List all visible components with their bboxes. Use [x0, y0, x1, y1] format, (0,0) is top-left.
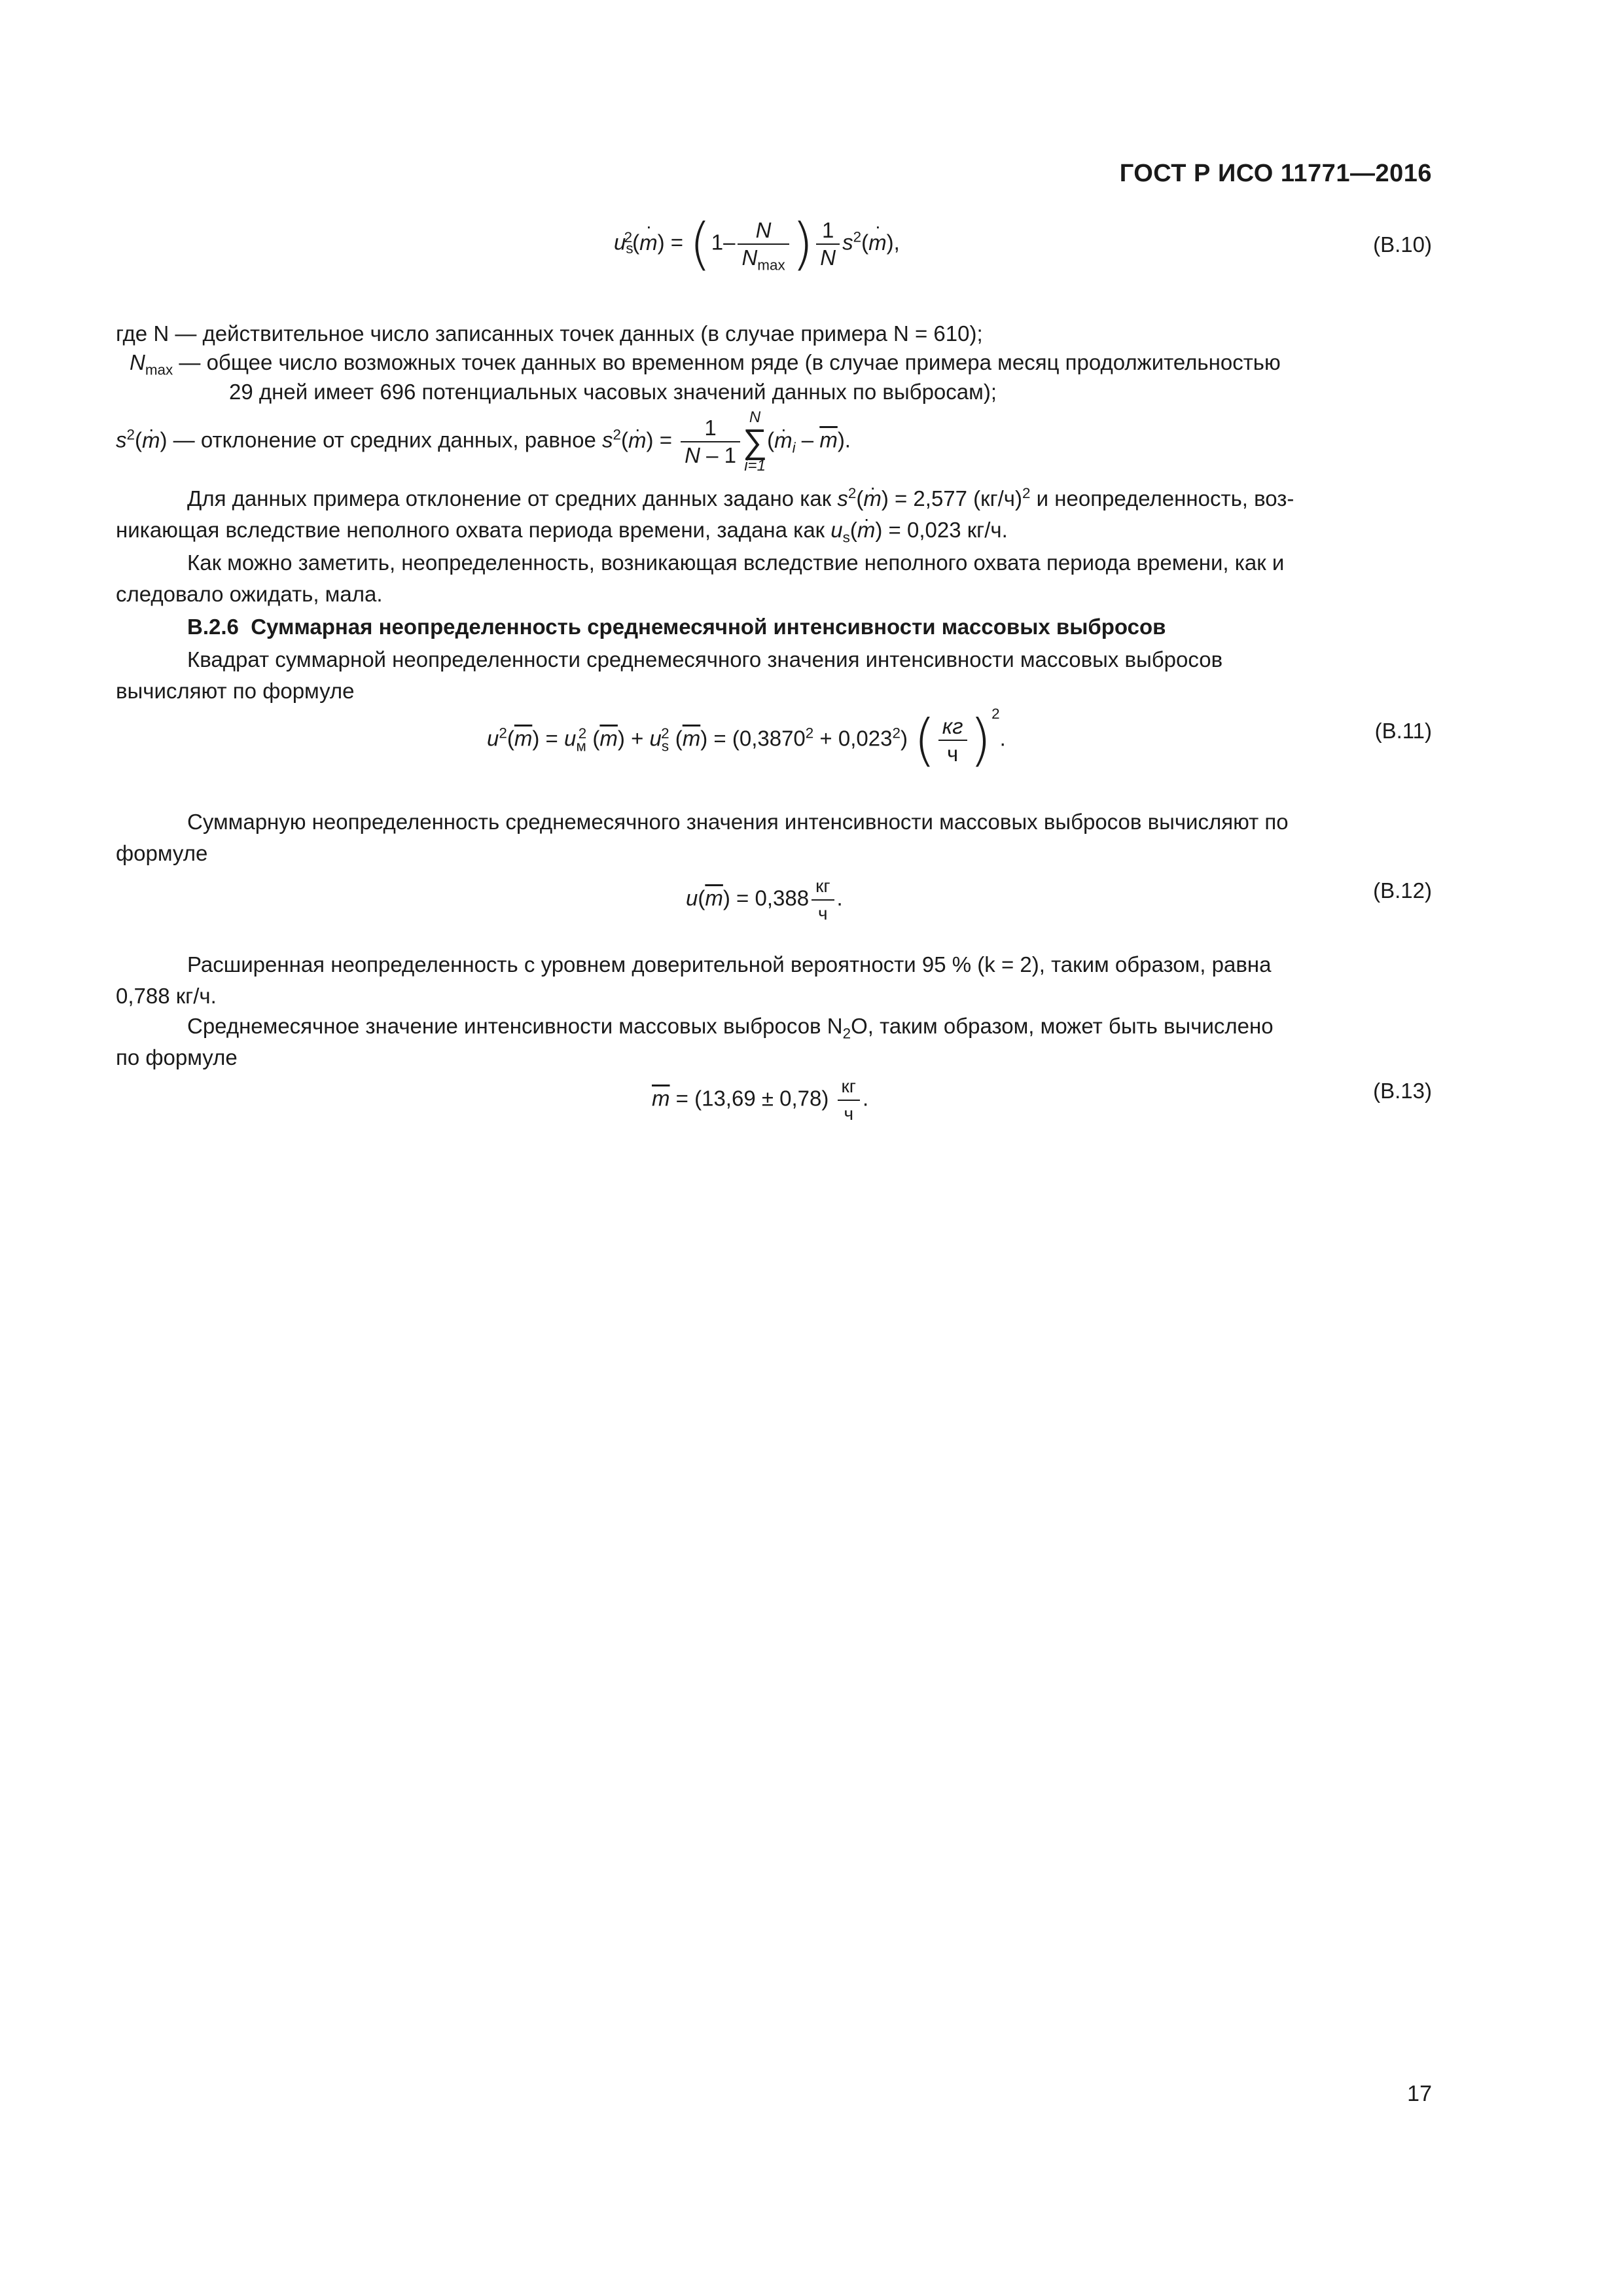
equation-number-b12: (B.12) [1373, 878, 1432, 903]
definition-nmax-cont: 29 дней имеет 696 потенциальных часовых значений данных по выбросам); [229, 380, 997, 404]
paragraph-6-line1: Среднемесячное значение интенсивности массовых выбросов $N_2O$, таким образом, может быть вычислено [187, 1014, 1274, 1042]
section-title: Суммарная неопределенность среднемесячной интенсивности массовых выбросов [251, 615, 1166, 639]
paragraph-5-line2: 0,788 кг/ч. [116, 984, 217, 1008]
equation-number-b11: (B.11) [1374, 719, 1432, 743]
paragraph-6-line2: по формуле [116, 1045, 238, 1069]
para6-text-a: Среднемесячное значение интенсивности массовых выбросов N [187, 1014, 843, 1038]
para6-text-b: O, таким образом, может быть вычислено [851, 1014, 1274, 1038]
equation-b10: $u_s^2(m$ ·) = (1– $\frac{N}{N_{max}}$ ) $\frac{1}{N}$ $s^2(m$ ·), [614, 216, 900, 272]
para1-text-e: = 0,023 кг/ч. [888, 518, 1008, 542]
paragraph-4-line2: формуле [116, 841, 208, 865]
section-number: B.2.6 [187, 615, 239, 639]
definition-s2: $s^2(m$ ·) — отклонение от средних данных, равное $s^2(m$ ·) = $\frac{1}{N - 1}$ N ∑ i=1 $(m \cdot_i - \overline{m})$. [116, 409, 851, 475]
definition-nmax: $N_{max}$ — общее число возможных точек данных во временном ряде (в случае примера месяц продолжительностью [130, 350, 1281, 378]
equation-b12: $u(\overline{m}) = 0,388$ $\frac{кг}{ч}$ . [686, 873, 843, 927]
definition-nmax-text: — общее число возможных точек данных во временном ряде (в случае примера месяц продолжительностью [179, 350, 1281, 374]
para1-text-b: = 2,577 (кг/ч) [894, 486, 1022, 511]
paragraph-3-line2: вычисляют по формуле [116, 679, 355, 703]
paragraph-2-line2: следовало ожидать, мала. [116, 582, 383, 606]
equation-b11: $u^2(\overline{m}) = u_м^2$ $(\overline{m}) + u_s^2$ $(\overline{m}) = (0,3870^2 + 0,023^2)$ ( $\frac{кг}{ч}$ )$^2$. [487, 705, 1006, 773]
definition-n: где N — действительное число записанных точек данных (в случае примера N = 610); [116, 321, 983, 346]
document-code-header: ГОСТ Р ИСО 11771—2016 [1119, 160, 1432, 187]
paragraph-5-line1: Расширенная неопределенность с уровнем доверительной вероятности 95 % (k = 2), таким образом, равна [187, 952, 1272, 977]
para1-text-c: и неопределенность, воз- [1036, 486, 1294, 511]
definition-s2-text: — отклонение от средних данных, равное [173, 427, 596, 452]
paragraph-4-line1: Суммарную неопределенность среднемесячного значения интенсивности массовых выбросов вычисляют по [187, 810, 1289, 834]
page-number: 17 [1407, 2081, 1432, 2106]
equation-number-b13: (B.13) [1373, 1079, 1432, 1103]
paragraph-1-line1: Для данных примера отклонение от средних данных задано как $s^2(m$ ·) = 2,577 $(кг/ч)^2$ и неопределенность, воз- [187, 483, 1294, 514]
paragraph-3-line1: Квадрат суммарной неопределенности среднемесячного значения интенсивности массовых выбросов [187, 647, 1223, 672]
paragraph-1-line2: никающая вследствие неполного охвата периода времени, задана как $u_s(m$ ·) = 0,023 кг/ч. [116, 514, 1008, 546]
para1-text-a: Для данных примера отклонение от средних данных задано как [187, 486, 832, 511]
section-heading [187, 611, 1166, 643]
eq-b13-value: = (13,69 ± 0,78) [675, 1086, 829, 1111]
equation-number-b10: (B.10) [1373, 232, 1432, 257]
eq-b12-value: = 0,388 [736, 886, 810, 910]
para1-text-d: никающая вследствие неполного охвата периода времени, задана как [116, 518, 825, 542]
equation-b13: $\overline{m} = (13,69 \pm 0,78)$ $\frac{кг}{ч}$ . [652, 1073, 868, 1127]
paragraph-2-line1: Как можно заметить, неопределенность, возникающая вследствие неполного охвата периода времени, как и [187, 550, 1285, 575]
